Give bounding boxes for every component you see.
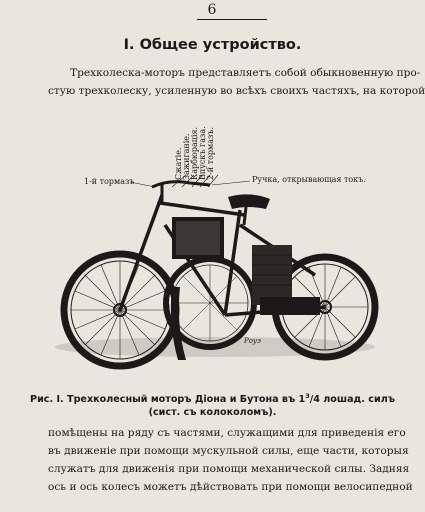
text-line: стую трехколеску, усиленную во всѣхъ своихъ частяхъ, на которой bbox=[48, 85, 425, 97]
handlebar bbox=[152, 182, 210, 203]
text-line: ось и ось колесъ можетъ дѣйствовать при помощи велосипедной bbox=[48, 481, 413, 493]
intro-paragraph bbox=[48, 64, 425, 100]
label-gas-intake: Впускъ газа. bbox=[198, 126, 207, 180]
label-carburetor: Карбюрація. bbox=[190, 126, 199, 180]
text-line: помѣщены на ряду съ частями, служащими для приведенія его bbox=[48, 427, 406, 439]
header-rule bbox=[197, 19, 267, 20]
label-throttle-lever: Ручка, открывающая токъ. bbox=[252, 175, 366, 184]
label-compression: Сжатіе. bbox=[174, 147, 183, 180]
body-paragraph bbox=[48, 424, 413, 496]
page-number: 6 bbox=[207, 2, 218, 18]
fuel-tank-face bbox=[176, 221, 220, 255]
saddle bbox=[228, 194, 270, 209]
axle-housing bbox=[260, 297, 320, 315]
artist-signature: Роуэ bbox=[244, 337, 261, 345]
label-ignition: Зажиганіе. bbox=[182, 133, 191, 180]
tricycle-illustration bbox=[0, 115, 425, 385]
figure-caption bbox=[30, 390, 395, 419]
caption-line-2: (сист. съ колоколомъ). bbox=[148, 407, 277, 419]
text-line: въ движеніе при помощи мускульной силы, еще части, которыя bbox=[48, 445, 409, 457]
label-brake-1: 1-й тормазъ bbox=[84, 177, 135, 186]
label-brake-2: 2-й тормазъ. bbox=[206, 126, 215, 180]
section-title: I. Общее устройство. bbox=[123, 37, 302, 53]
text-line: служатъ для движенія при помощи механической силы. Задняя bbox=[48, 463, 410, 475]
text-line: Трехколеска-моторъ представляетъ собой обыкновенную про- bbox=[70, 67, 421, 79]
caption-line-1: Рис. I. Трехколесный моторъ Діона и Бутона въ $1^3/4$ лошад. силъ bbox=[30, 392, 395, 406]
